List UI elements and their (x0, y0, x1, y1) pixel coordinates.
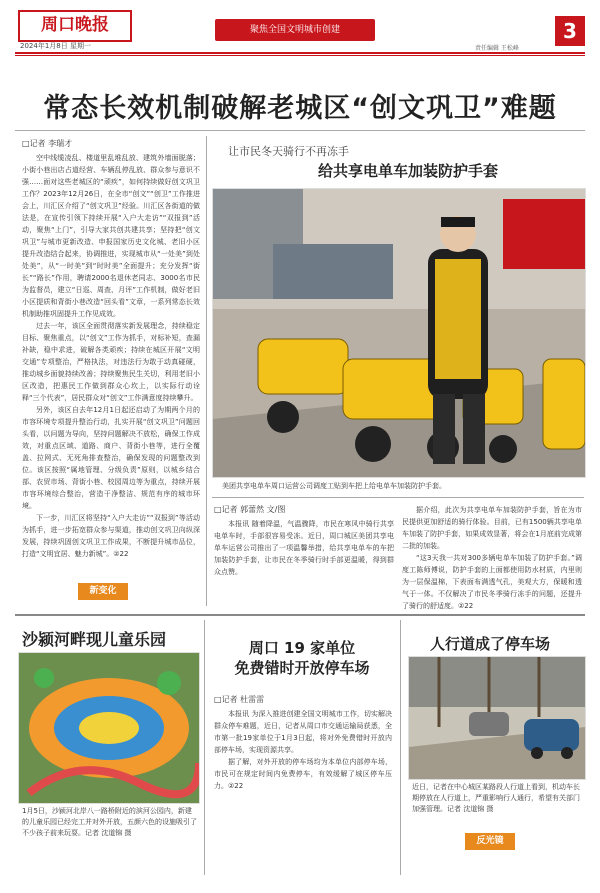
bike-article-col1 (214, 518, 394, 610)
page-number: 3 (555, 16, 585, 46)
main-headline: 常态长效机制破解老城区“创文巩卫”难题 (43, 93, 557, 124)
lower-section-divider (15, 614, 585, 616)
main-article-body (22, 152, 200, 577)
bike-title: 给共享电单车加装防护手套 (317, 162, 498, 180)
column-divider (206, 136, 207, 606)
bike-paragraph: 本报讯 随着降温，气温骤降，市民在寒风中骑行共享电单车时，手部很容易受冻。近日，周口城区美团共享电单车运营公司推出了一项温馨举措，给共享电单车的车把加装防护手套，让市民在冬季骑行时手部更温暖，得到群众点赞。 (214, 520, 394, 576)
bike-photo-image (213, 189, 585, 477)
playground-title: 沙颍河畔现儿童乐园 (22, 630, 167, 649)
playground-photo (18, 652, 200, 804)
section-tag-new-change: 新变化 (78, 583, 128, 600)
parking-paragraph: 本报讯 为深入推进创建全国文明城市工作，切实解决群众停车难题，近日，记者从周口市交通运输局获悉，全市第一批19家单位于1月3日起，将对外免费错时开放内部停车场，实现资源共享。 (214, 710, 392, 754)
sidewalk-title: 人行道成了停车场 (430, 635, 551, 653)
sidewalk-caption: 近日，记者在中心城区某路段人行道上看到，机动车长期停放在人行道上，严重影响行人通行，希望有关部门加强管理。记者 沈道锦 摄 (412, 783, 580, 813)
section-tag-reflector: 反光镜 (465, 833, 515, 850)
issue-date: 2024年1月8日 星期一 (20, 42, 91, 50)
masthead-logo: 周口晚报 (18, 10, 132, 42)
bike-article-col2 (402, 504, 582, 610)
sidewalk-photo-image (409, 657, 585, 779)
bike-photo (212, 188, 586, 478)
parking-title-line2: 免费错时开放停车场 (234, 659, 370, 677)
main-byline: □记者 李瑞才 (22, 139, 73, 148)
bike-photo-caption: 美团共享电单车周口运营公司调度工贴到车把上给电单车加装防护手套。 (222, 482, 446, 490)
bike-paragraph: “这3天我一共对300多辆电单车加装了防护手套。”调度工陈师傅说，防护手套的上面都使用防水材质，内里则为一层保温棉，下表面布满透气孔，美观大方，保暖和透气于一体。不仅解决了市民冬季骑行冻手的问题，还提升了骑行的舒适度。②22 (402, 554, 582, 610)
editor-credit: 责任编辑 王松峰 (475, 45, 519, 52)
caption-divider (212, 497, 584, 498)
header-rule (15, 52, 585, 54)
lower-col-divider-1 (204, 620, 205, 875)
main-paragraph: 下一步，川汇区将坚持“入户大走访”“双报到”等活动为抓手，进一步拓宽群众参与渠道，推动创文巩卫向纵深发展，持续巩固创文巩卫工作成果，不断提升城市品位，打造“文明宜居、魅力新城”。②22 (22, 514, 200, 558)
bike-paragraph: 据介绍，此次为共享电单车加装防护手套，旨在为市民提供更加舒适的骑行体验。目前，已有1500辆共享电单车加装了防护手套，如果成效显著，将会在1月底前完成第二批的加装。 (402, 506, 582, 550)
parking-byline: □记者 杜雷雷 (214, 695, 265, 704)
sidewalk-photo (408, 656, 586, 780)
main-paragraph: 过去一年，该区全面贯彻落实新发展理念，持续稳定目标、聚焦重点，以“创文”工作为抓手，对标补短，查漏补缺，稳中求进，破解各类顽疾；持续在城区开展“文明交通”专项整治，严格执法，对违法行为敢于动真碰硬，推动城乡面貌持续改善；持续聚焦民生关切，利用老旧小区改造，把惠民工作做到群众心坎上，以实际行动诠释“三个代表”，居民群众对“创文”工作满意度持续攀升。 (22, 322, 200, 402)
lower-col-divider-2 (400, 620, 401, 875)
parking-title-line1: 周口 19 家单位 (248, 639, 356, 657)
playground-caption: 1月5日，沙颍河北岸八一路桥附近的滨河公园内，新建的儿童乐园已经完工并对外开放，五颜六色的设施吸引了不少孩子前来玩耍。记者 沈道锦 摄 (22, 807, 197, 837)
parking-article-body (214, 708, 392, 868)
bike-byline: □记者 郭蕾然 文/图 (214, 505, 286, 514)
header-rule-thin (15, 55, 585, 56)
main-paragraph: 空中线缆凌乱、楼道里乱堆乱放、建筑外墙面脱落；小街小巷出店占道经营、车辆乱停乱放、群众参与意识不强……面对这些老城区的“顽疾”，如何持续做好创文巩卫工作？2023年12月26日，在全市“创文”“创卫”工作推进会上，川汇区介绍了“创文巩卫”经验。川汇区各街道的做法是，在宣传引领下持续开展“入户大走访”“双报到”活动，聚焦“上门”，引导大家共创共建共享；坚持把“创文巩卫”与城市更新改造、申报国家历史文化城、老旧小区提升改造结合起来，协调推进，实现城市从“一处美”到处处美”，从“一时美”到“时时美”全面提升；充分发挥“街长”“路长”作用，聘请2000名退休老同志、3000名市民为监督员，建立“日巡、周查、月评”工作机制，做好老旧小区提质和背街小巷改造“回头看”文章，一系列常态长效机制助推巩固提升工作见成效。 (22, 154, 200, 318)
parking-paragraph: 据了解，对外开放的停车场均为本单位内部停车场，市民可在规定时间内免费停车，有效缓解了城区停车压力。②22 (214, 758, 392, 790)
main-paragraph: 另外，该区自去年12月1日起还启动了为期两个月的市容环境专项提升整治行动，扎实开展“创文巩卫”问题回头看，以问题为导向，坚持问题解决不放松，确保工作成效，对重点区域、道路、商户、背街小巷等，进行全覆盖、拉网式、无死角排查整治，确保发现的问题整改到位。该区按照“属地管理、分级负责”原则，以城乡结合部、农贸市场、背街小巷、校园周边等为重点，持续开展市容环境综合整治，营造干净整洁、规范有序的城市环境。 (22, 406, 200, 510)
headline-divider (15, 130, 585, 131)
bike-subtitle: 让市民冬天骑行不再冻手 (228, 145, 349, 158)
playground-photo-image (19, 653, 199, 803)
section-banner: 聚焦全国文明城市创建 (215, 19, 375, 41)
